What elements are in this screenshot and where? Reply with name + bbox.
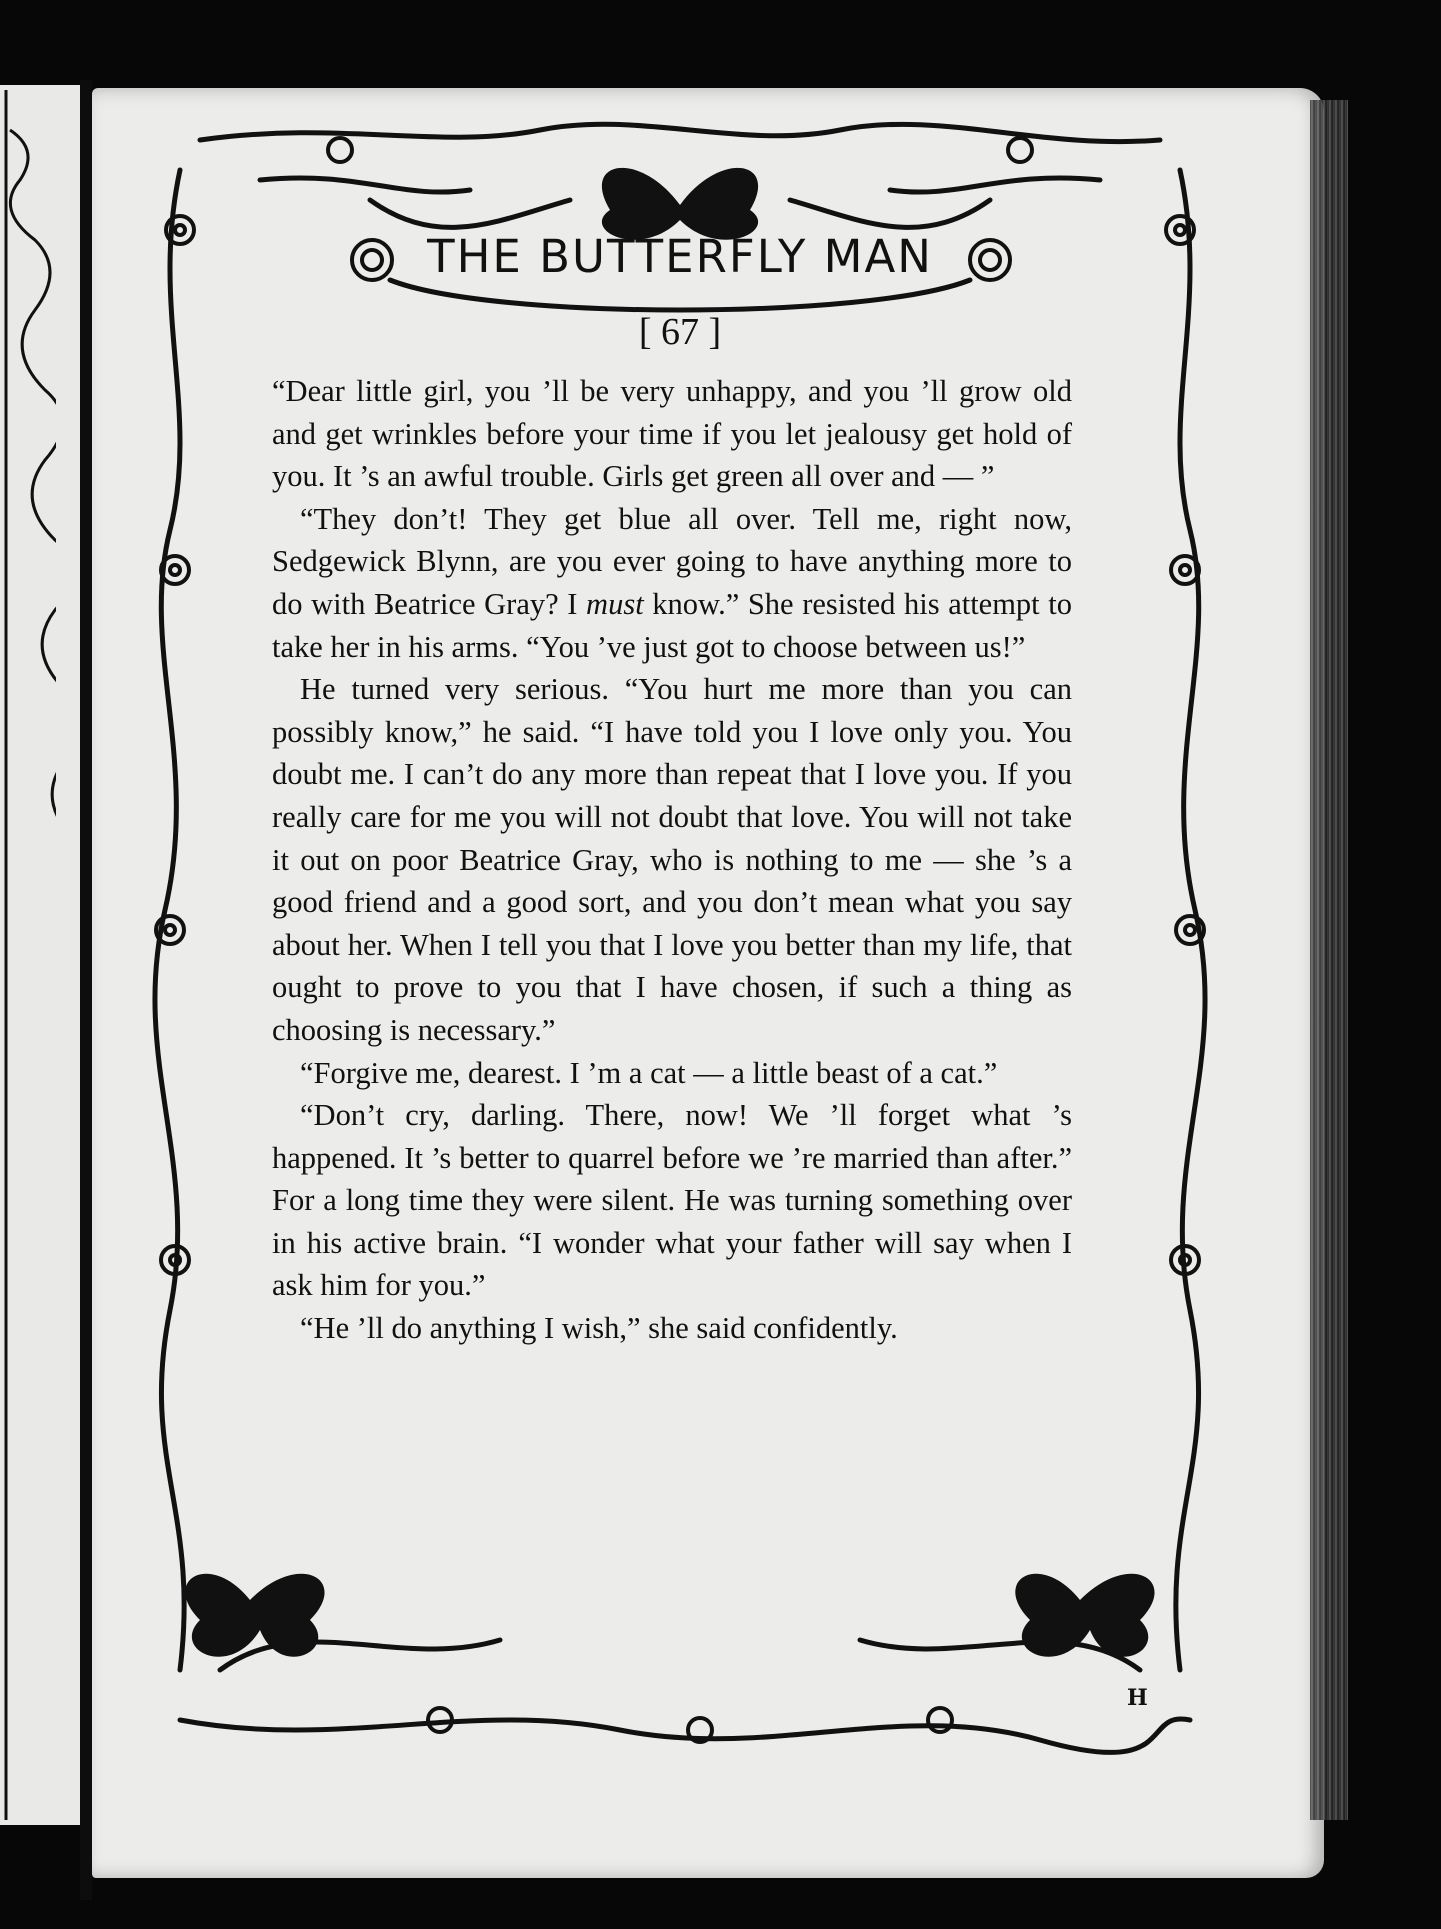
paragraph: “Dear little girl, you ’ll be very unhappy, and you ’ll grow old and get wrinkles before your time if you let jealousy get hold of you. It ’s an awful trouble. Girls get green all over and — ”	[272, 374, 1072, 494]
book-gutter	[80, 80, 92, 1900]
paragraph: “Don’t cry, darling. There, now! We ’ll forget what ’s happened. It ’s better to quarrel before we ’re married than after.” For a long time they were silent. He was turning something over in his active brain. “I wonder what your father will say when I ask him for you.”	[272, 1098, 1072, 1303]
illustrator-initial: H	[1127, 1685, 1148, 1711]
left-page-ornament-border	[0, 90, 56, 1820]
page-block-edge	[1310, 100, 1348, 1820]
paragraph-text: know.” She resisted his attempt to take her in his arms. “You ’ve just got to choose between us!”	[272, 586, 1072, 664]
paragraph-text: “They don’t! They get blue all over. Tell me, right now, Sedgewick Blynn, are you ever going to have anything more to do with Beatrice Gray? I	[272, 501, 1072, 621]
paragraph: “Forgive me, dearest. I ’m a cat — a little beast of a cat.”	[300, 1055, 998, 1090]
running-header-title: THE BUTTERFLY MAN	[427, 230, 933, 283]
page-number: [ 67 ]	[638, 311, 722, 353]
emphasis-text: must	[586, 586, 644, 621]
paragraph	[272, 498, 1072, 668]
paragraph: He turned very serious. “You hurt me more than you can possibly know,” he said. “I have told you I love only you. You doubt me. I can’t do any more than repeat that I love you. If you really care for me you will not doubt that love. You will not take it out on poor Beatrice Gray, who is nothing to me — she ’s a good friend and a good sort, and you don’t mean what you say about her. When I tell you that I love you better than my life, that ought to prove to you that I have chosen, if such a thing as choosing is necessary.”	[272, 672, 1072, 1047]
body-text	[272, 370, 1072, 1350]
paragraph: “He ’ll do anything I wish,” she said confidently.	[300, 1311, 898, 1346]
